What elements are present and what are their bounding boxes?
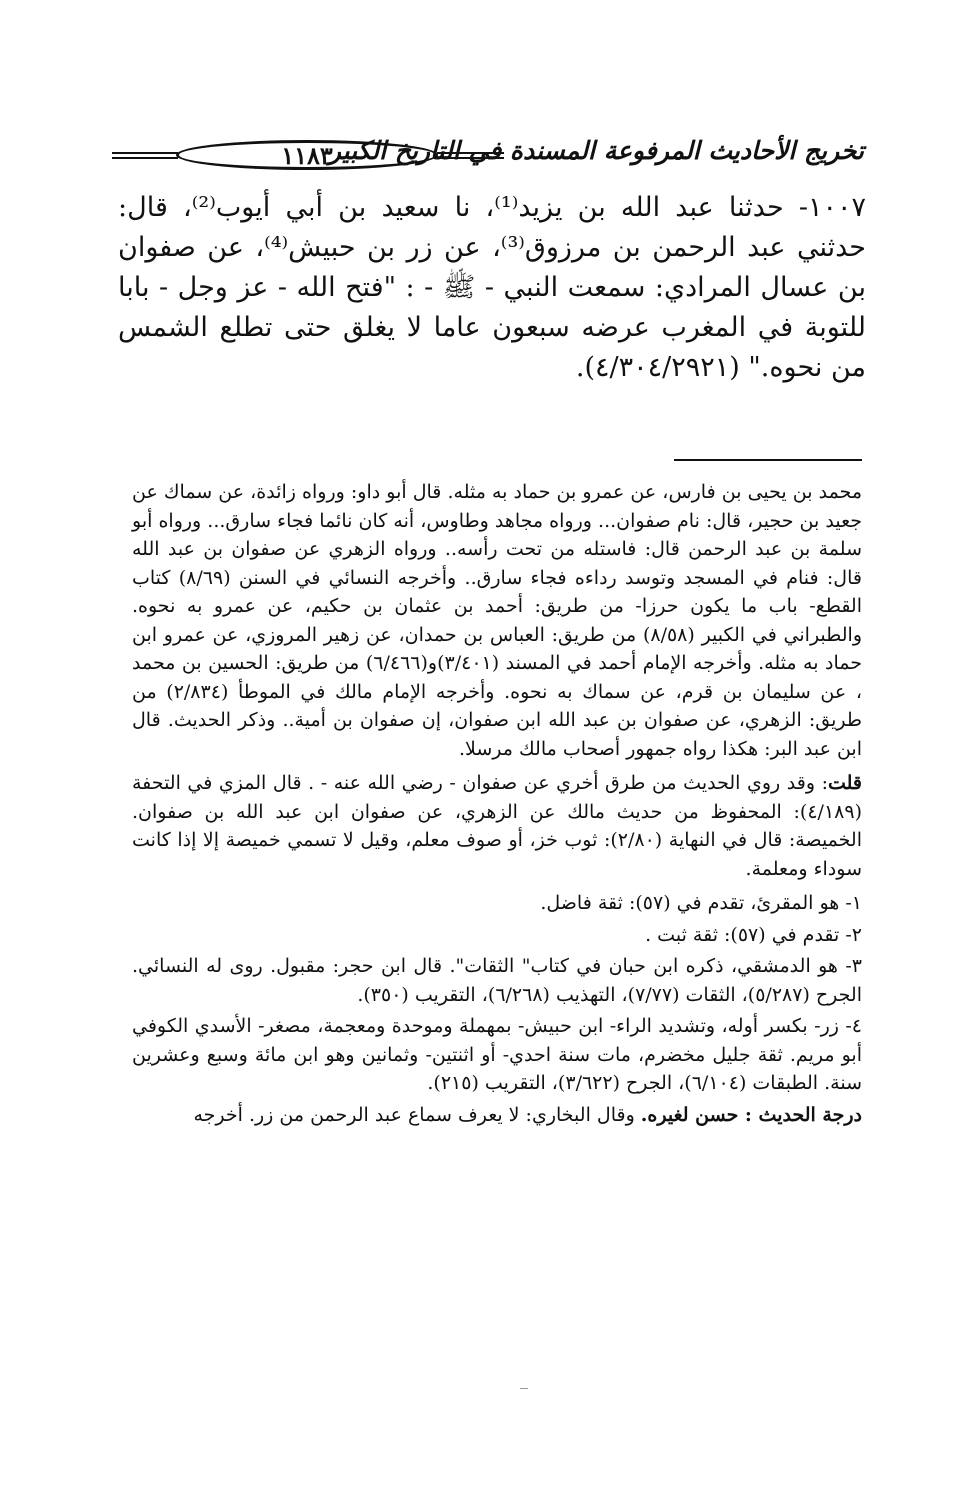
footnote-item: ٢- تقدم في (٥٧): ثقة ثبت . [645, 923, 862, 946]
header-rule [437, 152, 504, 159]
comment-text: : وقد روي الحديث من طرق أخري عن صفوان - رضي الله عنه - . قال المزي في التحفة (٤/١٨٩): المحفوظ من حديث مالك عن الزهري، عن صفوان ابن عبد الله بن صفوان. الخميصة: قال في النهاية (٢/٨٠): ثوب خز، أو صوف معلم، وقيل لا تسمي خميصة إلا إذا كانت سوداء ومعلمة. [132, 772, 862, 880]
footnote-item: ٣- هو الدمشقي، ذكره ابن حبان في كتاب" الثقات". قال ابن حجر: مقبول. روى له النسائي. الجرح (٥/٢٨٧)، الثقات (٧/٧٧)، التهذيب (٦/٢٦٨)، التقريب (٣٥٠). [132, 955, 862, 1006]
hadith-text: ١٠٠٧- حدثنا عبد الله بن يزيد⁽¹⁾، نا سعيد بن أبي أيوب⁽²⁾، قال: حدثني عبد الرحمن بن مرزوق⁽³⁾، عن زر بن حبيش⁽⁴⁾، عن صفوان بن عسال المرادي: سمعت النبي - ﷺ - : "فتح الله - عز وجل - بابا للتوبة في المغرب عرضه سبعون عاما لا يغلق حتى تطلع الشمس من نحوه." (٤/٣٠٤/٢٩٢١). [118, 192, 866, 383]
header-rule [112, 152, 178, 159]
footnotes [132, 478, 862, 1132]
book-title: تخريج الأحاديث المرفوعة المسندة في التاريخ الكبير [328, 136, 864, 165]
grade-text: وقال البخاري: لا يعرف سماع عبد الرحمن من زر. أخرجه [193, 1103, 641, 1126]
comment-label: قلت [827, 772, 862, 794]
footnote-separator [674, 459, 862, 461]
page-mark [520, 1388, 528, 1389]
page-number: ١١٨٣ [281, 141, 333, 170]
page-header [112, 128, 864, 188]
hadith-text-block [118, 188, 866, 388]
author-comment [132, 769, 862, 883]
hadith-grade [132, 1101, 862, 1130]
footnote-item: ١- هو المقرئ، تقدم في (٥٧): ثقة فاضل. [540, 892, 862, 914]
grade-label: درجة الحديث : حسن لغيره. [640, 1103, 862, 1126]
footnote-continuation: محمد بن يحيى بن فارس، عن عمرو بن حماد به مثله. قال أبو داو: ورواه زائدة، عن سماك عن جعيد بن حجير، قال: نام صفوان... ورواه مجاهد وطاوس، أنه كان نائما فجاء سارق... ورواه أبو سلمة بن عبد الرحمن قال: فاستله من تحت رأسه.. ورواه الزهري عن صفوان بن عبد الله قال: فنام في المسجد وتوسد رداءه فجاء سارق.. وأخرجه النسائي في السنن (٨/٦٩) كتاب القطع- باب ما يكون حرزا- من طريق: أحمد بن عثمان بن حكيم، عن عمرو به نحوه. والطبراني في الكبير (٨/٥٨) من طريق: العباس بن حمدان، عن زهير المروزي، عن عمرو ابن حماد به مثله. وأخرجه الإمام أحمد في المسند (٣/٤٠١)و(٦/٤٦٦) من طريق: الحسين بن محمد ، عن سليمان بن قرم، عن سماك به نحوه. وأخرجه الإمام مالك في الموطأ (٢/٨٣٤) من طريق: الزهري، عن صفوان بن عبد الله ابن صفوان، إن صفوان بن أمية.. وذكر الحديث. قال ابن عبد البر: هكذا رواه جمهور أصحاب مالك مرسلا. [132, 481, 863, 760]
page-number-frame [176, 140, 438, 170]
footnote-item: ٤- زر- بكسر أوله، وتشديد الراء- ابن حبيش- بمهملة وموحدة ومعجمة، مصغر- الأسدي الكوفي أبو مريم. ثقة جليل مخضرم، مات سنة احدي- أو اثنتين- وثمانين وهو ابن مائة وسبع وعشرين سنة. الطبقات (٦/١٠٤)، الجرح (٣/٦٢٢)، التقريب (٢١٥). [132, 1015, 862, 1094]
